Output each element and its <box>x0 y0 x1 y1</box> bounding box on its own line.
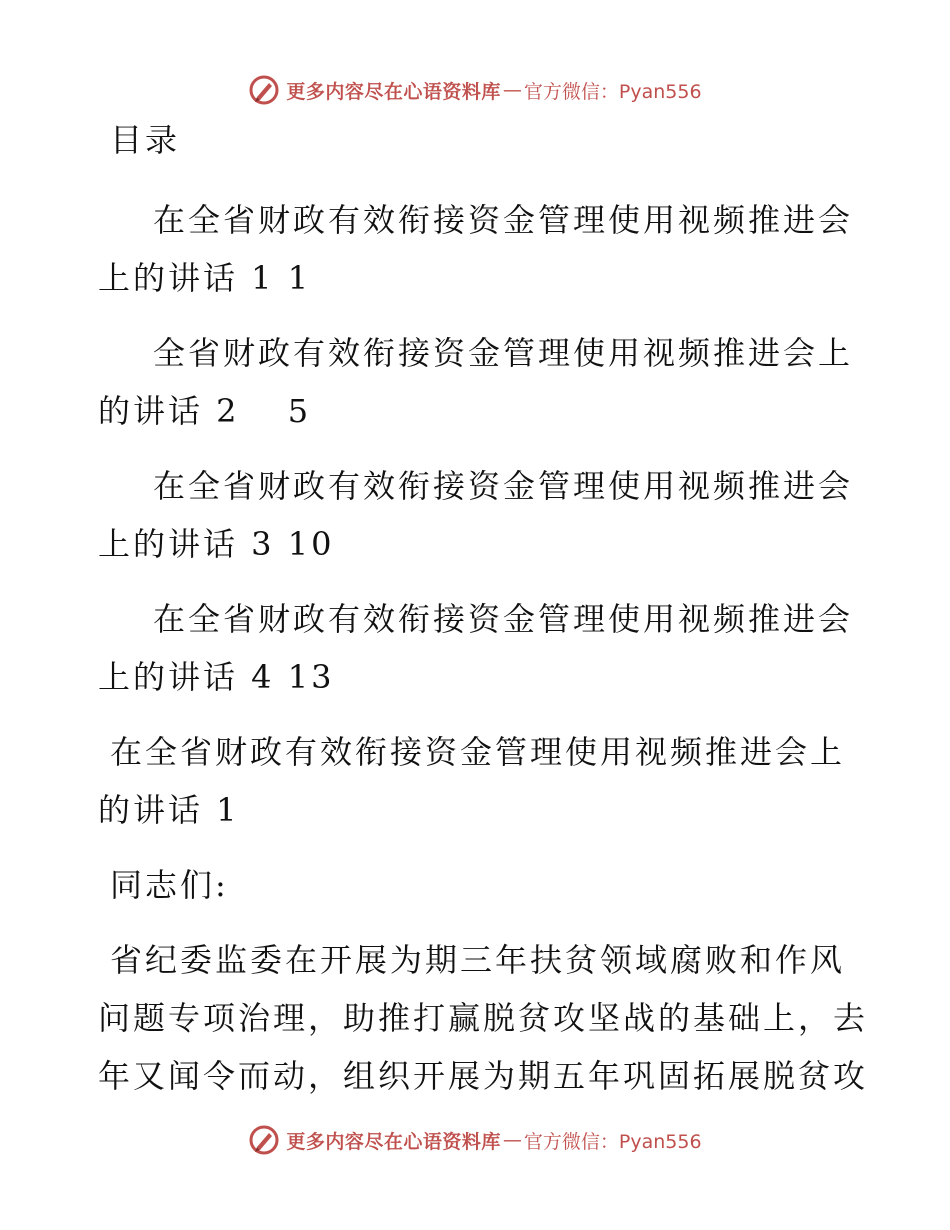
watermark-text: 更多内容尽在心语资料库 <box>286 80 501 103</box>
body-line-3: 年又闻令而动，组织开展为期五年巩固拓展脱贫攻 <box>98 1057 869 1095</box>
body-line-1: 省纪委监委在开展为期三年扶贫领域腐败和作风 <box>110 941 846 979</box>
section-heading-line1: 在全省财政有效衔接资金管理使用视频推进会上 <box>110 733 846 771</box>
body-line-2: 问题专项治理，助推打赢脱贫攻坚战的基础上，去 <box>98 999 869 1037</box>
salutation: 同志们: <box>110 866 229 904</box>
toc-entry-2-line1: 全省财政有效衔接资金管理使用视频推进会上 <box>153 334 854 372</box>
pen-circle-logo-icon <box>248 74 280 106</box>
toc-entry-1-line1: 在全省财政有效衔接资金管理使用视频推进会 <box>153 201 854 239</box>
section-heading-line2: 的讲话 1 <box>98 791 240 829</box>
toc-title: 目录 <box>110 121 181 159</box>
watermark-header <box>0 70 950 110</box>
watermark-wechat: 官方微信：Pyan556 <box>523 1130 702 1153</box>
watermark-footer <box>0 1120 950 1160</box>
pen-circle-logo-icon <box>248 1124 280 1156</box>
toc-entry-3-line2: 上的讲话 3 10 <box>98 525 335 563</box>
toc-entry-4-line2: 上的讲话 4 13 <box>98 658 335 696</box>
watermark-dash: — <box>502 79 522 101</box>
toc-entry-4-line1: 在全省财政有效衔接资金管理使用视频推进会 <box>153 600 854 638</box>
watermark-wechat: 官方微信：Pyan556 <box>523 80 702 103</box>
toc-entry-1-line2: 上的讲话 1 1 <box>98 259 312 297</box>
watermark-text: 更多内容尽在心语资料库 <box>286 1130 501 1153</box>
watermark-dash: — <box>502 1129 522 1151</box>
toc-entry-2-line2: 的讲话 2 5 <box>98 392 312 430</box>
toc-entry-3-line1: 在全省财政有效衔接资金管理使用视频推进会 <box>153 467 854 505</box>
